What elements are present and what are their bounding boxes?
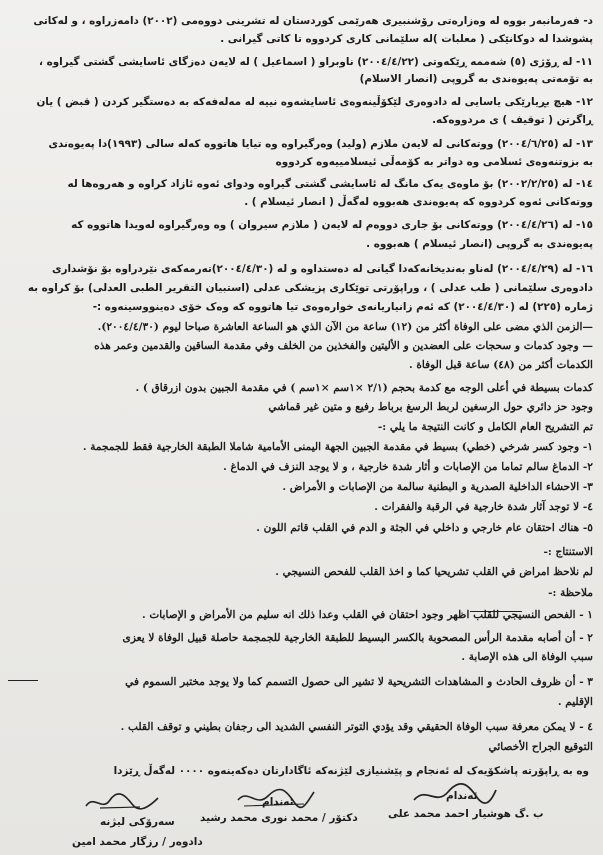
note-heading: ملاحظة :- [548, 587, 593, 599]
text-line-16-forensic: دادوەری سلێمانی ( طب عدلی ) ، وراپۆرتی توێکاری پزیشکی عدلی (استبیان التقریر الطبی العدلی) بۆ کراوە بە [27, 282, 593, 294]
surgeon-signature-label: التوقيع الجراح الأخصائي [488, 741, 593, 753]
note-4: ٤ - لا يمكن معرفة سبب الوفاة الحقيقي وقد يؤدي التوتر النفسي الشديد الى رجفان بطيني و توقف القلب . [120, 721, 593, 733]
report-line-wrists: وجود حز دائري حول الرسغين لربط الرسغ برباط رفيع و متين غير قماشي [268, 401, 593, 413]
note-2-cont: سبب الوفاة الى هذه الإصابة . [461, 651, 593, 663]
member2-name: دکتۆر / محمد نوری محمد رشید [200, 812, 358, 824]
text-line-16-death: ١٦- لە (٢٠٠٤/٤/٢٩) لەناو بەندیخانەکەدا گیانی لە دەستداوە و لە (٢٠٠٤/٤/٣٠)تەرمەکەی نێردراوە بۆ نۆشداری [51, 263, 593, 275]
text-line-13-statement: ١٣- لە (٢٠٠٤/٦/٢٥) ووتەکانی لە لایەن ملازم (ولید) وەرگیراوە وە تیایا هاتووە کەلە سالی (١٩٩٣)دا پەیوەندی [48, 138, 593, 150]
chair-title: سەرۆکی لیژنە [100, 816, 175, 828]
underline-mark [470, 611, 522, 612]
member3-title: ئەندام [446, 790, 478, 802]
note-1: ١ - الفحص النسيجي للقلب اظهر وجود احتقان في القلب وعدا ذلك انه سليم من الأمراض و الإصابات . [141, 609, 593, 621]
chair-signature-scribble [82, 790, 162, 814]
text-line-13-movement: بە بزوتنەوەی ئسلامی وە دواتر بە کۆمەڵی ئیسلامییەوە کردووە [275, 156, 593, 168]
chair-name: دادوەر / رزگار محمد امین [72, 836, 203, 848]
margin-mark [8, 680, 38, 681]
report-line-bruises: — وجود كدمات و سحجات على العضدين و الأليتين والفخذين من الخلف وفي مقدمة الساقين والقدمين وعمر هذه [94, 340, 593, 352]
text-line-12-detention: ڕاگرتن ( توقیف ) ی مردووەکە. [432, 114, 593, 126]
finding-3: ٣- الاحشاء الداخلية الصدرية و البطنية سالمة من الإصابات و الأمراض . [282, 481, 593, 493]
finding-1: ١- وجود كسر شرخي (خطي) بسيط في مقدمة الجبين الجهة اليمنى الأمامية شاملا الطبقة الخارجية فقط للجمجمة . [82, 441, 593, 453]
member2-title: ئەندام [262, 796, 294, 808]
text-line-16-report-number: ژمارە (٢٢٥) لە (٢٠٠٤/٤/٣٠) کە ئەم زانیاریانەی خوارەوەی تیا هاتووە کە وەک خۆی دەینووسینەوە :- [92, 301, 593, 313]
report-line-bruise-age: الكدمات أكثر من (٤٨) ساعة قبل الوفاة . [408, 359, 593, 371]
note-2: ٢ - أن أصابه مقدمة الرأس المصحوبة بالكسر البسيط للطبقة الخارجية للجمجمة حاصلة قبيل الوفاة لا يعزى [122, 632, 593, 644]
text-line-11-arrest: ١١- لە ڕۆژی (٥) شەممە ڕێکەوتی (٢٠٠٤/٤/٢٢) ناوبراو ( اسماعیل ) لە لایەن دەزگای ئاسایشی گشتی گیراوە ، [39, 56, 593, 68]
text-line-d-employee: د- فەرمانبەر بووە لە وەزارەتی رۆشنبیری هەرێمی کوردستان لە تشرینی دووەمی (٢٠٠٢) دامەزراوە ، و لەکاتی [33, 15, 593, 27]
text-line-14-prior-arrest: ١٤- لە (٢٠٠٢/٢/٢٥) بۆ ماوەی یەک مانگ لە ئاسایشی گشتی گیراوە ودوای ئەوە ئازاد کراوە و هەروەها لە [67, 178, 593, 190]
note-3-cont: الإقليم . [557, 696, 593, 708]
conclusion-text: لم نلاحظ امراض في القلب تشريحيا كما و اخذ القلب للفحص النسيجي . [275, 566, 593, 578]
closing-line: وە بە ڕاپۆرتە پاشکۆیەک لە ئەنجام و پێشنیازی لێژنەکە ئاگادارتان دەکەینەوە ٠٠٠٠ لەگەڵ ڕێزدا [113, 765, 589, 777]
text-line-12-no-decision: ١٢- هیچ بڕیارێکی یاسایی لە دادوەری لێکۆڵینەوەی ئاسایشەوە نییە لە مەلەفەکە بە دەستگیر کردن ( قبض ) یان [36, 96, 593, 108]
text-line-15-link: پەیوەندی بە گروپی (انصار ئیسلام ) هەبووە . [366, 238, 593, 250]
text-line-shop: پشوشدا لە دوکانێکی ( معلبات )لە سلێمانی کاری کردووە تا کاتی گیرانی . [220, 33, 593, 45]
report-line-autopsy: تم التشريح العام الكامل و كانت النتيجة ما يلي :- [377, 421, 593, 433]
report-line-time: —الزمن الذي مضى على الوفاة أكثر من (١٢) ساعة من الآن الذي هو الساعة العاشرة صباحا ليوم (٢٠٠٤/٤/٣٠). [97, 321, 593, 333]
conclusion-heading: الاستنتاج :- [543, 546, 593, 558]
finding-2: ٢- الدماغ سالم تماما من الإصابات و أثار شدة خارجية ، و لا يوجد النزف في الدماغ . [223, 461, 593, 473]
text-line-11-charge: بە تۆمەتی پەیوەندی بە گروپی (انصار الاسلام) [359, 73, 593, 85]
text-line-15-second-statement: ١٥- لە (٢٠٠٤/٤/٢٦) ووتەکانی بۆ جاری دووەم لە لایەن ( ملازم سیروان ) وە وەرگیراوە لەویدا هاتووە کە [71, 219, 593, 231]
note-3: ٣ - أن ظروف الحادث و المشاهدات التشريحية لا تشير الى حصول التسمم كما ولا يوجد مختبر السموم في [125, 676, 593, 688]
member3-name: ب .گ هوشیار احمد محمد علی [388, 808, 544, 820]
finding-4: ٤- لا توجد آثار شدة خارجية في الرقبة والفقرات . [374, 501, 593, 513]
text-line-14-link: ووتەکانی ئەوە کردووە کە پەیوەندی هەبووە لەگەڵ ( انصار ئیسلام ) . [244, 196, 593, 208]
report-line-face: كدمات بسيطة في أعلى الوجه مع كدمة بحجم (٢/١ ×١سم ×١سم ) في مقدمة الجبين بدون ازرقاق ) . [135, 382, 593, 394]
finding-5: ٥- هناك احتقان عام خارجي و داخلي في الجثة و الدم في القلب قاتم اللون . [256, 522, 593, 534]
